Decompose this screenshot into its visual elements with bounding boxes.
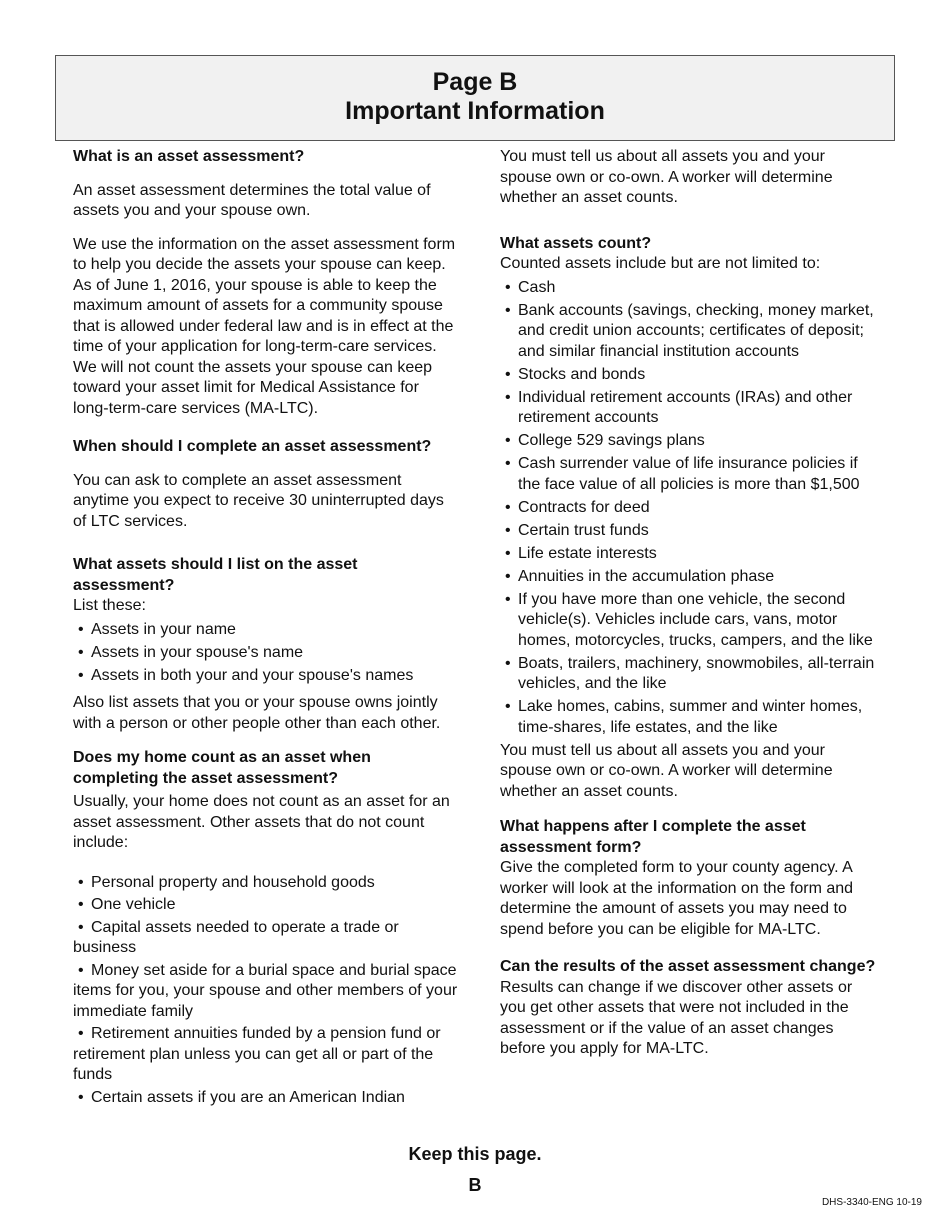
section-heading: What happens after I complete the asset assessment form?	[500, 818, 806, 856]
paragraph: You must tell us about all assets you and your spouse own or co-own. A worker will determine whether an asset counts.	[500, 148, 833, 206]
section-heading: What assets count?	[500, 234, 652, 252]
paragraph: Give the completed form to your county agency. A worker will look at the information on the form and determine the amount of assets you may need to spend before you can be eligible for MA-LTC.	[500, 859, 854, 938]
list-item: • Certain assets if you are an American Indian	[78, 1088, 405, 1106]
page-title: Page B	[432, 68, 518, 96]
paragraph: List these:	[73, 597, 146, 614]
list-item: • One vehicle	[78, 896, 176, 913]
list-item: • If you have more than one vehicle, the second vehicle(s). Vehicles include cars, vans, motor homes, motorcycles, trucks, campers, and the like	[500, 590, 880, 652]
paragraph: You can ask to complete an asset assessment anytime you expect to receive 30 uninterrupted days of LTC services.	[73, 471, 444, 530]
paragraph: Counted assets include but are not limited to:	[500, 255, 821, 272]
list-item: • Money set aside for a burial space and burial space items for you, your spouse and other members of your immediate family	[73, 961, 458, 1020]
section-heading: Does my home count as an asset when completing the asset assessment?	[73, 749, 371, 787]
paragraph: We use the information on the asset assessment form to help you decide the assets your spouse can keep. As of June 1, 2016, your spouse is able to keep the maximum amount of assets for a community spouse that is allowed under federal law and is in effect at the time of your application for long-term-care services. We will not count the assets your spouse can keep toward your asset limit for Medical Assistance for long-term-care services (MA-LTC).	[73, 235, 456, 417]
section-heading: When should I complete an asset assessment?	[73, 438, 432, 455]
paragraph: You must tell us about all assets you and your spouse own or co-own. A worker will determine whether an asset counts.	[500, 741, 833, 800]
list-item: • Annuities in the accumulation phase	[500, 567, 880, 588]
list-item: • Cash	[500, 278, 880, 299]
page-header	[55, 55, 895, 141]
list-item: • Cash surrender value of life insurance policies if the face value of all policies is more than $1,500	[500, 454, 880, 495]
left-column	[73, 147, 458, 1110]
form-id: DHS-3340-ENG 10-19	[821, 1197, 922, 1208]
list-item: • Boats, trailers, machinery, snowmobiles, all-terrain vehicles, and the like	[500, 654, 880, 695]
list-item: • Retirement annuities funded by a pension fund or retirement plan unless you can get all or part of the funds	[73, 1025, 441, 1083]
list-excluded-assets	[73, 873, 458, 1109]
list-item: • Life estate interests	[500, 544, 880, 565]
list-item: • College 529 savings plans	[500, 431, 880, 452]
section-heading: What assets should I list on the asset assessment?	[73, 556, 358, 594]
list-item: • Capital assets needed to operate a trade or business	[73, 918, 399, 956]
paragraph: Usually, your home does not count as an asset for an asset assessment. Other assets that do not count include:	[73, 793, 450, 851]
list-item: • Certain trust funds	[500, 521, 880, 542]
list-item: • Assets in your name	[73, 620, 458, 641]
list-item: • Contracts for deed	[500, 498, 880, 519]
list-item: • Lake homes, cabins, summer and winter homes, time-shares, life estates, and the like	[500, 697, 880, 738]
section-heading: Can the results of the asset assessment change?	[500, 958, 876, 975]
paragraph: Also list assets that you or your spouse owns jointly with a person or other people other than each other.	[73, 694, 441, 732]
section-heading: What is an asset assessment?	[73, 148, 305, 165]
list-item: • Stocks and bonds	[500, 365, 880, 386]
list-item: • Assets in both your and your spouse's names	[73, 666, 458, 687]
right-column	[500, 147, 880, 1060]
list-assets-to-list	[73, 620, 458, 687]
list-item: • Personal property and household goods	[78, 873, 375, 891]
list-counted-assets	[500, 278, 880, 739]
list-item: • Bank accounts (savings, checking, money market, and credit union accounts; certificates of deposit; and similar financial institution accounts	[500, 301, 880, 363]
page-letter: B	[468, 1175, 482, 1195]
paragraph: An asset assessment determines the total value of assets you and your spouse own.	[73, 181, 431, 219]
list-item: • Individual retirement accounts (IRAs) and other retirement accounts	[500, 388, 880, 429]
keep-page-note: Keep this page.	[408, 1144, 542, 1164]
paragraph: Results can change if we discover other assets or you get other assets that were not included in the assessment or if the value of an asset changes before you apply for MA-LTC.	[500, 978, 853, 1057]
list-item: • Assets in your spouse's name	[73, 643, 458, 664]
page-subtitle: Important Information	[345, 97, 605, 125]
